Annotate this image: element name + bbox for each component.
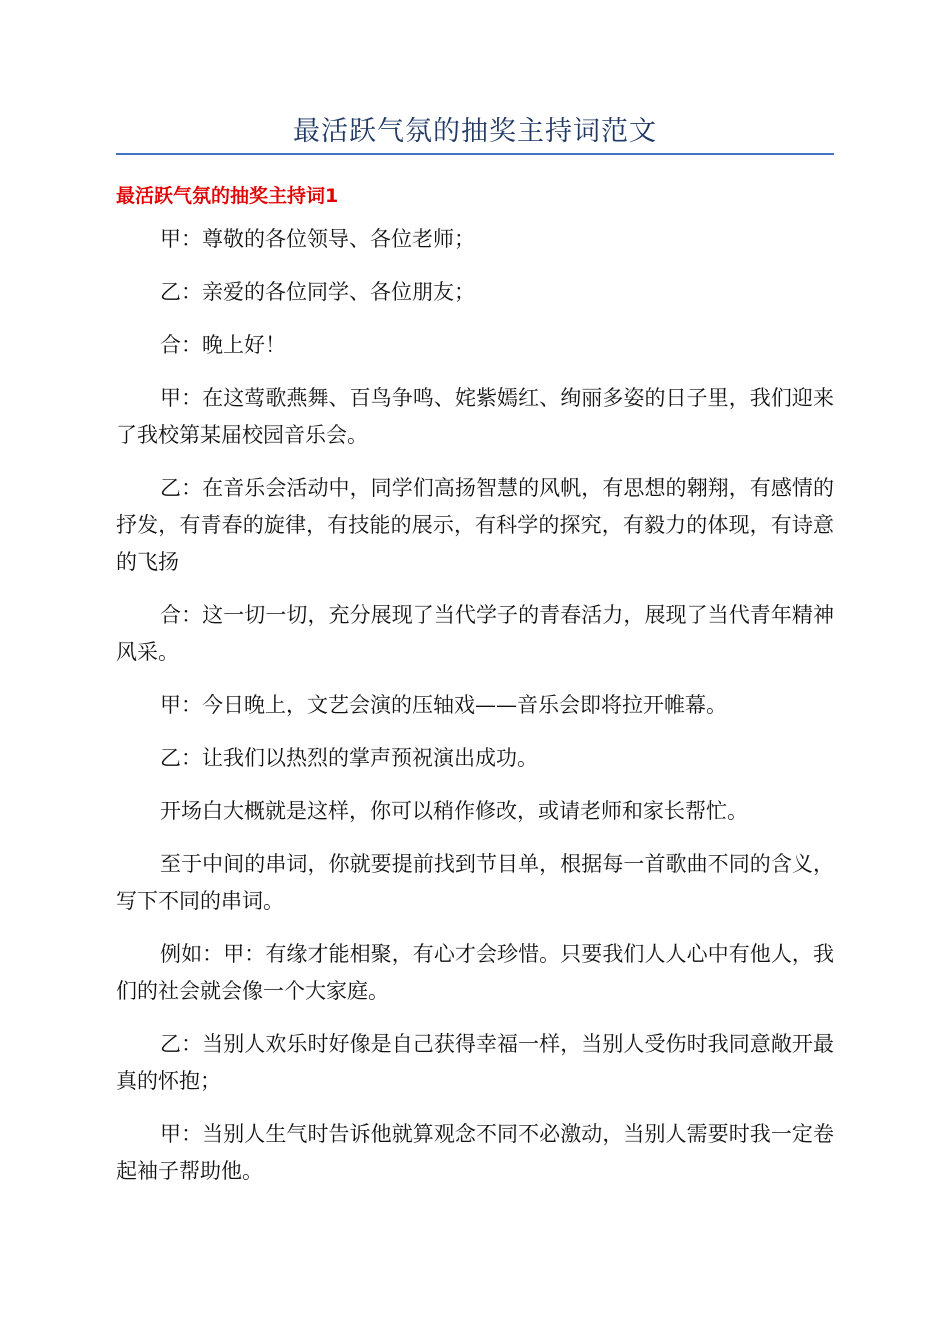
paragraph: 甲：尊敬的各位领导、各位老师； — [160, 227, 475, 251]
paragraph: 合：晚上好！ — [160, 333, 286, 357]
title-divider — [116, 153, 834, 155]
paragraph: 乙：当别人欢乐时好像是自己获得幸福一样，当别人受伤时我同意敞开最真的怀抱； — [116, 1032, 834, 1093]
section-heading: 最活跃气氛的抽奖主持词1 — [116, 185, 339, 207]
paragraph: 例如：甲：有缘才能相聚，有心才会珍惜。只要我们人人心中有他人，我们的社会就会像一个大家庭。 — [116, 942, 834, 1003]
paragraph: 至于中间的串词，你就要提前找到节目单，根据每一首歌曲不同的含义，写下不同的串词。 — [116, 852, 834, 913]
paragraph: 合：这一切一切，充分展现了当代学子的青春活力，展现了当代青年精神风采。 — [116, 603, 834, 664]
paragraph: 甲：当别人生气时告诉他就算观念不同不必激动，当别人需要时我一定卷起袖子帮助他。 — [116, 1122, 834, 1183]
paragraph: 开场白大概就是这样，你可以稍作修改，或请老师和家长帮忙。 — [160, 799, 748, 823]
paragraph: 甲：今日晚上，文艺会演的压轴戏——音乐会即将拉开帷幕。 — [160, 693, 727, 717]
document-title: 最活跃气氛的抽奖主持词范文 — [293, 116, 657, 147]
paragraph: 乙：亲爱的各位同学、各位朋友； — [160, 280, 475, 304]
paragraph: 乙：在音乐会活动中，同学们高扬智慧的风帆，有思想的翱翔，有感情的抒发，有青春的旋律，有技能的展示，有科学的探究，有毅力的体现，有诗意的飞扬 — [116, 476, 834, 574]
body-text — [116, 221, 834, 1206]
paragraph: 甲：在这莺歌燕舞、百鸟争鸣、姹紫嫣红、绚丽多姿的日子里，我们迎来了我校第某届校园音乐会。 — [116, 386, 834, 447]
paragraph: 乙：让我们以热烈的掌声预祝演出成功。 — [160, 746, 538, 770]
